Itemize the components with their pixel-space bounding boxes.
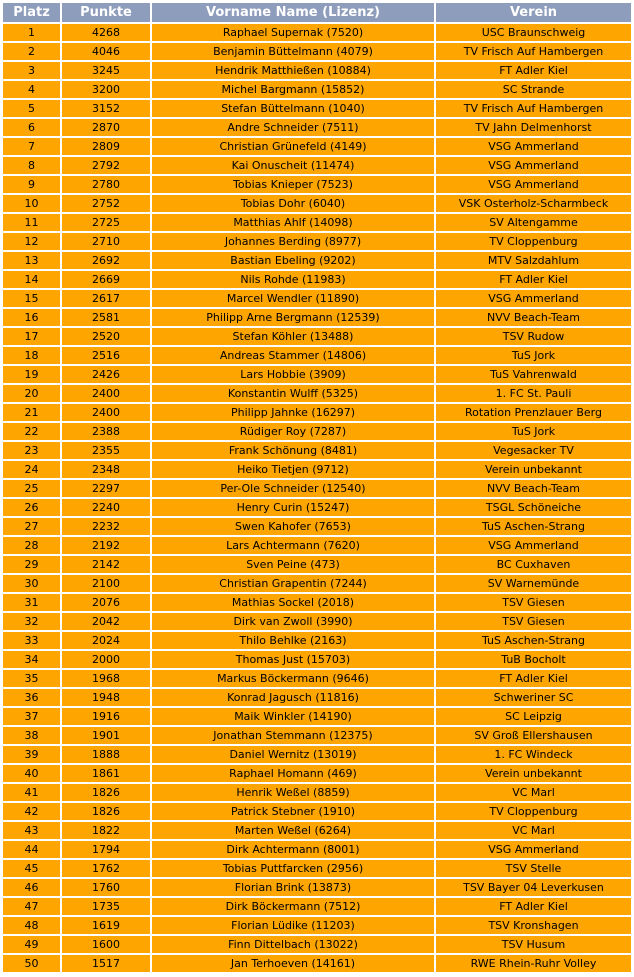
cell-verein: TuS Jork [436,347,631,364]
cell-punkte: 2024 [62,632,150,649]
cell-verein: FT Adler Kiel [436,62,631,79]
cell-punkte: 1826 [62,784,150,801]
cell-punkte: 2692 [62,252,150,269]
cell-name: Tobias Dohr (6040) [152,195,434,212]
cell-name: Daniel Wernitz (13019) [152,746,434,763]
cell-name: Tobias Knieper (7523) [152,176,434,193]
cell-verein: TSV Giesen [436,594,631,611]
cell-platz: 47 [3,898,60,915]
table-row [3,746,631,763]
table-row [3,442,631,459]
cell-verein: TV Frisch Auf Hambergen [436,100,631,117]
table-row [3,898,631,915]
cell-name: Christian Grünefeld (4149) [152,138,434,155]
cell-platz: 30 [3,575,60,592]
cell-name: Florian Brink (13873) [152,879,434,896]
table-row [3,822,631,839]
cell-platz: 1 [3,24,60,41]
cell-verein: TuS Jork [436,423,631,440]
cell-punkte: 2192 [62,537,150,554]
cell-name: Henry Curin (15247) [152,499,434,516]
cell-name: Jonathan Stemmann (12375) [152,727,434,744]
table-row [3,461,631,478]
cell-platz: 48 [3,917,60,934]
cell-name: Markus Böckermann (9646) [152,670,434,687]
cell-punkte: 2400 [62,404,150,421]
cell-punkte: 2792 [62,157,150,174]
table-row [3,214,631,231]
table-row [3,233,631,250]
cell-name: Marten Weßel (6264) [152,822,434,839]
cell-platz: 27 [3,518,60,535]
cell-verein: VC Marl [436,822,631,839]
cell-punkte: 2042 [62,613,150,630]
table-row [3,594,631,611]
cell-platz: 4 [3,81,60,98]
cell-punkte: 2076 [62,594,150,611]
cell-punkte: 1735 [62,898,150,915]
cell-punkte: 2725 [62,214,150,231]
cell-name: Philipp Arne Bergmann (12539) [152,309,434,326]
cell-platz: 44 [3,841,60,858]
cell-platz: 34 [3,651,60,668]
cell-name: Per-Ole Schneider (12540) [152,480,434,497]
cell-name: Marcel Wendler (11890) [152,290,434,307]
cell-verein: FT Adler Kiel [436,271,631,288]
cell-verein: VC Marl [436,784,631,801]
cell-platz: 31 [3,594,60,611]
cell-platz: 26 [3,499,60,516]
cell-name: Philipp Jahnke (16297) [152,404,434,421]
cell-punkte: 2780 [62,176,150,193]
table-row [3,803,631,820]
cell-name: Lars Achtermann (7620) [152,537,434,554]
table-row [3,556,631,573]
cell-punkte: 1826 [62,803,150,820]
header-row [3,3,631,22]
cell-verein: TuS Aschen-Strang [436,518,631,535]
cell-punkte: 2617 [62,290,150,307]
table-row [3,157,631,174]
cell-name: Dirk van Zwoll (3990) [152,613,434,630]
cell-name: Patrick Stebner (1910) [152,803,434,820]
cell-punkte: 1762 [62,860,150,877]
cell-verein: Verein unbekannt [436,765,631,782]
table-row [3,309,631,326]
cell-name: Thilo Behlke (2163) [152,632,434,649]
cell-punkte: 2142 [62,556,150,573]
ranking-table [1,1,633,974]
table-row [3,252,631,269]
cell-platz: 2 [3,43,60,60]
cell-platz: 8 [3,157,60,174]
cell-punkte: 1600 [62,936,150,953]
cell-platz: 13 [3,252,60,269]
cell-platz: 32 [3,613,60,630]
table-row [3,955,631,972]
cell-platz: 49 [3,936,60,953]
cell-platz: 20 [3,385,60,402]
cell-platz: 37 [3,708,60,725]
cell-verein: SV Groß Ellershausen [436,727,631,744]
cell-verein: Verein unbekannt [436,461,631,478]
cell-platz: 50 [3,955,60,972]
cell-platz: 46 [3,879,60,896]
table-row [3,613,631,630]
cell-name: Andreas Stammer (14806) [152,347,434,364]
table-row [3,404,631,421]
cell-verein: TuS Vahrenwald [436,366,631,383]
cell-verein: NVV Beach-Team [436,480,631,497]
cell-platz: 12 [3,233,60,250]
cell-name: Nils Rohde (11983) [152,271,434,288]
cell-punkte: 1517 [62,955,150,972]
cell-verein: RWE Rhein-Ruhr Volley [436,955,631,972]
table-row [3,271,631,288]
cell-name: Kai Onuscheit (11474) [152,157,434,174]
table-row [3,860,631,877]
table-row [3,499,631,516]
cell-name: Bastian Ebeling (9202) [152,252,434,269]
cell-punkte: 2240 [62,499,150,516]
table-row [3,765,631,782]
table-row [3,936,631,953]
table-row [3,480,631,497]
cell-verein: USC Braunschweig [436,24,631,41]
cell-punkte: 1948 [62,689,150,706]
cell-verein: TSGL Schöneiche [436,499,631,516]
cell-name: Christian Grapentin (7244) [152,575,434,592]
cell-name: Frank Schönung (8481) [152,442,434,459]
cell-verein: Rotation Prenzlauer Berg [436,404,631,421]
cell-punkte: 2809 [62,138,150,155]
cell-platz: 5 [3,100,60,117]
cell-platz: 25 [3,480,60,497]
table-row [3,176,631,193]
cell-verein: TSV Giesen [436,613,631,630]
cell-punkte: 1861 [62,765,150,782]
cell-verein: TuB Bocholt [436,651,631,668]
table-row [3,727,631,744]
table-row [3,689,631,706]
cell-verein: TSV Husum [436,936,631,953]
table-row [3,385,631,402]
table-row [3,366,631,383]
cell-platz: 19 [3,366,60,383]
cell-punkte: 1794 [62,841,150,858]
ranking-table-body [3,24,631,972]
cell-verein: FT Adler Kiel [436,670,631,687]
cell-platz: 18 [3,347,60,364]
cell-punkte: 2000 [62,651,150,668]
cell-verein: 1. FC Windeck [436,746,631,763]
cell-verein: VSK Osterholz-Scharmbeck [436,195,631,212]
cell-platz: 17 [3,328,60,345]
cell-verein: TV Cloppenburg [436,803,631,820]
table-row [3,917,631,934]
table-row [3,62,631,79]
cell-punkte: 2581 [62,309,150,326]
cell-platz: 9 [3,176,60,193]
cell-platz: 21 [3,404,60,421]
cell-name: Benjamin Büttelmann (4079) [152,43,434,60]
table-row [3,784,631,801]
cell-punkte: 2669 [62,271,150,288]
cell-punkte: 2400 [62,385,150,402]
cell-punkte: 2516 [62,347,150,364]
cell-punkte: 1968 [62,670,150,687]
table-row [3,423,631,440]
cell-platz: 41 [3,784,60,801]
table-row [3,632,631,649]
cell-name: Henrik Weßel (8859) [152,784,434,801]
cell-punkte: 2710 [62,233,150,250]
cell-platz: 23 [3,442,60,459]
cell-punkte: 3152 [62,100,150,117]
cell-punkte: 2388 [62,423,150,440]
cell-platz: 36 [3,689,60,706]
cell-platz: 29 [3,556,60,573]
cell-name: Dirk Achtermann (8001) [152,841,434,858]
cell-verein: VSG Ammerland [436,138,631,155]
header-punkte: Punkte [62,3,150,22]
table-row [3,651,631,668]
cell-platz: 40 [3,765,60,782]
header-name: Vorname Name (Lizenz) [152,3,434,22]
cell-punkte: 2520 [62,328,150,345]
table-row [3,43,631,60]
cell-verein: Vegesacker TV [436,442,631,459]
table-row [3,537,631,554]
cell-name: Tobias Puttfarcken (2956) [152,860,434,877]
cell-punkte: 4046 [62,43,150,60]
cell-verein: TSV Bayer 04 Leverkusen [436,879,631,896]
table-row [3,24,631,41]
cell-punkte: 3245 [62,62,150,79]
cell-name: Stefan Köhler (13488) [152,328,434,345]
cell-verein: TSV Kronshagen [436,917,631,934]
cell-name: Stefan Büttelmann (1040) [152,100,434,117]
cell-name: Konrad Jagusch (11816) [152,689,434,706]
cell-name: Konstantin Wulff (5325) [152,385,434,402]
cell-name: Jan Terhoeven (14161) [152,955,434,972]
table-row [3,100,631,117]
cell-verein: SV Altengamme [436,214,631,231]
table-row [3,841,631,858]
cell-verein: VSG Ammerland [436,841,631,858]
cell-verein: VSG Ammerland [436,290,631,307]
cell-punkte: 1822 [62,822,150,839]
table-row [3,347,631,364]
cell-punkte: 1901 [62,727,150,744]
cell-punkte: 1916 [62,708,150,725]
cell-punkte: 2348 [62,461,150,478]
table-row [3,138,631,155]
cell-verein: TuS Aschen-Strang [436,632,631,649]
cell-platz: 7 [3,138,60,155]
cell-platz: 14 [3,271,60,288]
cell-platz: 38 [3,727,60,744]
cell-platz: 11 [3,214,60,231]
cell-verein: NVV Beach-Team [436,309,631,326]
cell-name: Swen Kahofer (7653) [152,518,434,535]
table-row [3,119,631,136]
cell-verein: TSV Stelle [436,860,631,877]
cell-platz: 10 [3,195,60,212]
cell-name: Sven Peine (473) [152,556,434,573]
cell-name: Hendrik Matthießen (10884) [152,62,434,79]
cell-punkte: 2232 [62,518,150,535]
table-row [3,518,631,535]
cell-verein: TV Frisch Auf Hambergen [436,43,631,60]
header-verein: Verein [436,3,631,22]
cell-platz: 6 [3,119,60,136]
cell-name: Heiko Tietjen (9712) [152,461,434,478]
cell-verein: SC Strande [436,81,631,98]
cell-platz: 35 [3,670,60,687]
cell-verein: 1. FC St. Pauli [436,385,631,402]
cell-platz: 43 [3,822,60,839]
cell-punkte: 2355 [62,442,150,459]
cell-name: Dirk Böckermann (7512) [152,898,434,915]
table-row [3,328,631,345]
cell-verein: MTV Salzdahlum [436,252,631,269]
cell-name: Raphael Homann (469) [152,765,434,782]
cell-verein: TV Cloppenburg [436,233,631,250]
cell-verein: VSG Ammerland [436,176,631,193]
cell-verein: Schweriner SC [436,689,631,706]
cell-name: Raphael Supernak (7520) [152,24,434,41]
cell-name: Mathias Sockel (2018) [152,594,434,611]
cell-punkte: 3200 [62,81,150,98]
cell-verein: FT Adler Kiel [436,898,631,915]
cell-punkte: 4268 [62,24,150,41]
cell-platz: 28 [3,537,60,554]
cell-name: Matthias Ahlf (14098) [152,214,434,231]
cell-platz: 45 [3,860,60,877]
cell-verein: VSG Ammerland [436,537,631,554]
cell-name: Rüdiger Roy (7287) [152,423,434,440]
ranking-table-header [3,3,631,22]
table-row [3,195,631,212]
cell-platz: 15 [3,290,60,307]
cell-punkte: 1888 [62,746,150,763]
cell-punkte: 1619 [62,917,150,934]
cell-punkte: 2100 [62,575,150,592]
cell-name: Thomas Just (15703) [152,651,434,668]
cell-verein: TSV Rudow [436,328,631,345]
table-row [3,81,631,98]
cell-punkte: 1760 [62,879,150,896]
cell-verein: SV Warnemünde [436,575,631,592]
cell-punkte: 2297 [62,480,150,497]
cell-verein: VSG Ammerland [436,157,631,174]
cell-name: Lars Hobbie (3909) [152,366,434,383]
cell-name: Finn Dittelbach (13022) [152,936,434,953]
cell-platz: 24 [3,461,60,478]
cell-verein: TV Jahn Delmenhorst [436,119,631,136]
cell-name: Maik Winkler (14190) [152,708,434,725]
table-row [3,708,631,725]
cell-punkte: 2426 [62,366,150,383]
cell-verein: SC Leipzig [436,708,631,725]
cell-verein: BC Cuxhaven [436,556,631,573]
cell-platz: 33 [3,632,60,649]
cell-punkte: 2752 [62,195,150,212]
cell-platz: 39 [3,746,60,763]
cell-platz: 42 [3,803,60,820]
table-row [3,670,631,687]
cell-platz: 16 [3,309,60,326]
table-row [3,879,631,896]
cell-platz: 3 [3,62,60,79]
table-row [3,575,631,592]
cell-name: Florian Lüdike (11203) [152,917,434,934]
cell-platz: 22 [3,423,60,440]
cell-name: Andre Schneider (7511) [152,119,434,136]
header-platz: Platz [3,3,60,22]
table-row [3,290,631,307]
cell-name: Michel Bargmann (15852) [152,81,434,98]
cell-punkte: 2870 [62,119,150,136]
cell-name: Johannes Berding (8977) [152,233,434,250]
